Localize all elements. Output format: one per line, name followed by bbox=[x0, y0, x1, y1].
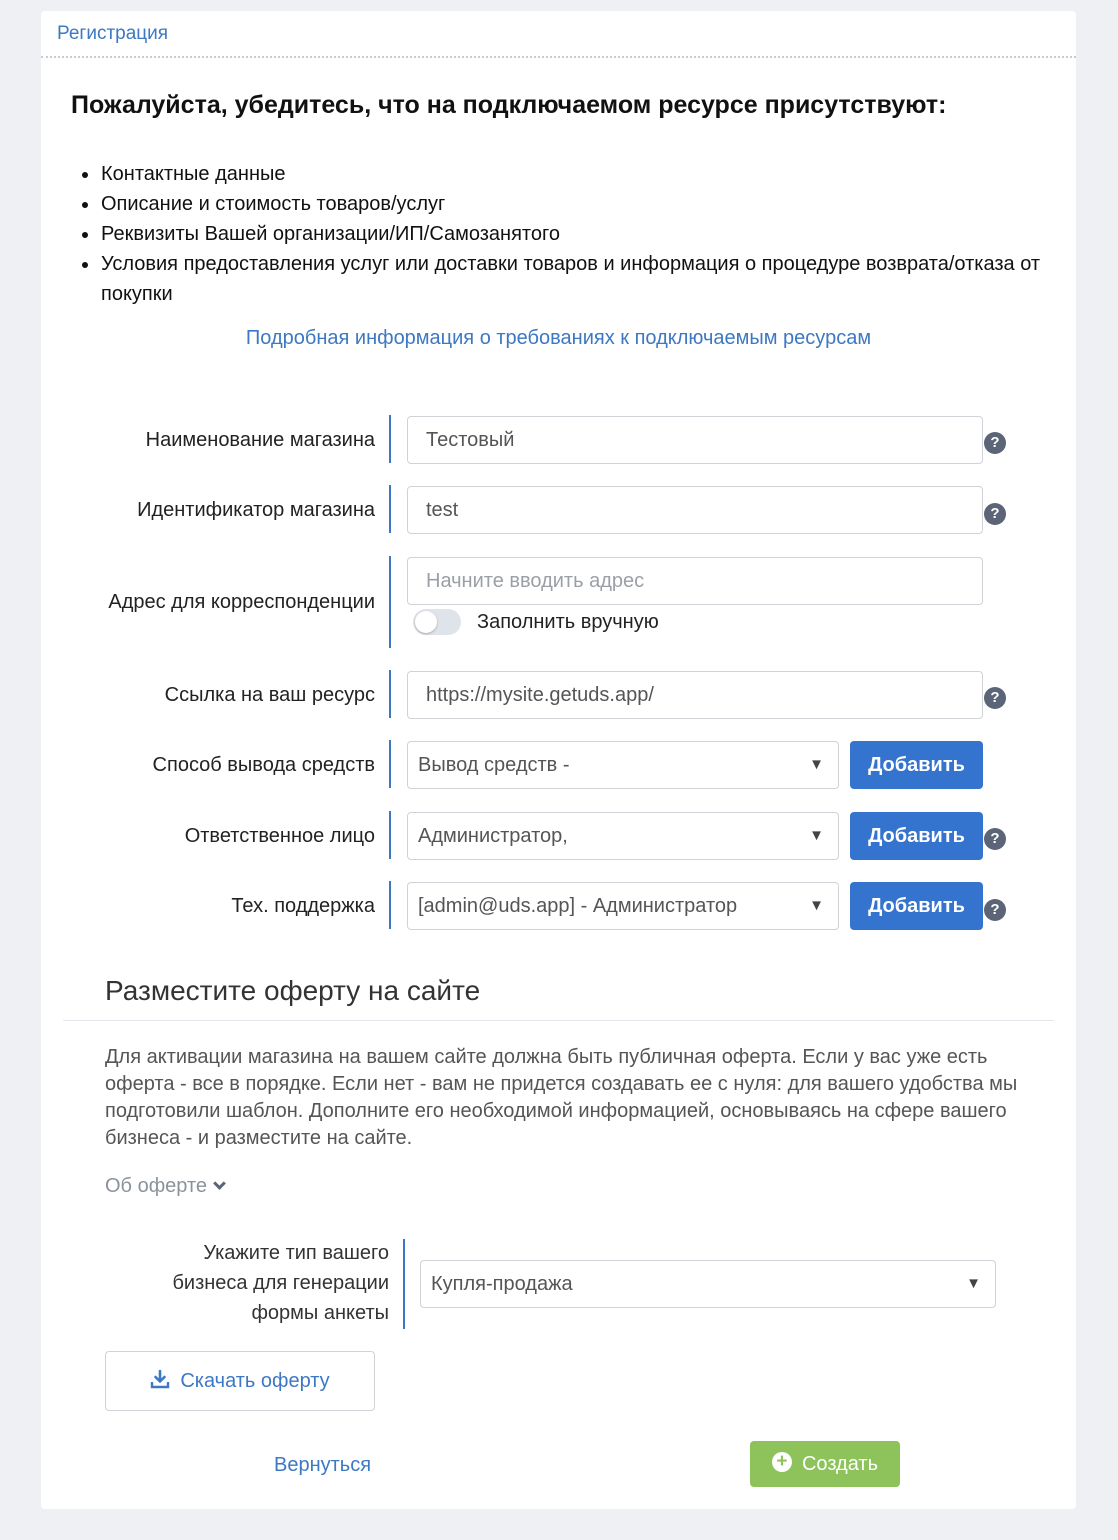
plus-circle-icon: + bbox=[772, 1452, 792, 1472]
address-input[interactable] bbox=[407, 557, 983, 605]
toggle-knob bbox=[415, 611, 437, 633]
field-divider bbox=[389, 415, 391, 463]
resource-link-label: Ссылка на ваш ресурс bbox=[164, 684, 375, 706]
support-select[interactable] bbox=[407, 882, 839, 930]
requirements-info-link[interactable]: Подробная информация о требованиях к подключаемым ресурсам bbox=[245, 327, 872, 349]
download-icon bbox=[150, 1369, 170, 1389]
store-name-input[interactable] bbox=[407, 416, 983, 464]
download-offer-button[interactable] bbox=[105, 1351, 375, 1411]
address-label: Адрес для корреспонденции bbox=[108, 591, 375, 613]
list-item: Описание и стоимость товаров/услуг bbox=[101, 189, 1041, 219]
withdrawal-selected-value: Вывод средств - bbox=[418, 754, 570, 776]
dropdown-arrow-icon: ▼ bbox=[809, 756, 824, 773]
field-divider bbox=[389, 811, 391, 859]
chevron-down-icon bbox=[213, 1177, 226, 1190]
field-divider bbox=[389, 670, 391, 718]
field-divider bbox=[389, 740, 391, 788]
card-title: Регистрация bbox=[57, 23, 169, 44]
requirements-list bbox=[101, 159, 1041, 309]
list-item: Условия предоставления услуг или доставки товаров и информация о процедуре возврата/отказа от покупки bbox=[101, 249, 1041, 309]
field-divider bbox=[389, 556, 391, 648]
registration-card bbox=[41, 11, 1076, 1509]
list-item: Контактные данные bbox=[101, 159, 1041, 189]
create-button[interactable] bbox=[750, 1441, 900, 1487]
offer-section-title: Разместите оферту на сайте bbox=[105, 975, 481, 1006]
withdrawal-label: Способ вывода средств bbox=[152, 754, 375, 776]
create-label: Создать bbox=[801, 1452, 878, 1475]
store-id-help-icon[interactable]: ? bbox=[984, 503, 1006, 525]
field-divider bbox=[403, 1239, 405, 1329]
responsible-selected-value: Администратор, bbox=[418, 825, 568, 847]
offer-description: Для активации магазина на вашем сайте должна быть публичная оферта. Если у вас уже есть оферта - все в порядке. Если нет - вам не придется создавать ее с нуля: для вашего удобства мы подготовили шаблон. Дополните его необходимой информацией, основываясь на сфере вашего бизнеса - и разместите на сайте. bbox=[105, 1046, 1018, 1149]
withdrawal-select[interactable] bbox=[407, 741, 839, 789]
add-withdrawal-button[interactable]: Добавить bbox=[850, 741, 983, 789]
about-offer-toggle[interactable] bbox=[105, 1175, 224, 1198]
support-help-icon[interactable]: ? bbox=[984, 899, 1006, 921]
store-name-label: Наименование магазина bbox=[145, 429, 375, 451]
support-label: Тех. поддержка bbox=[231, 895, 375, 917]
add-support-button[interactable]: Добавить bbox=[850, 882, 983, 930]
store-name-help-icon[interactable]: ? bbox=[984, 432, 1006, 454]
field-divider bbox=[389, 485, 391, 533]
responsible-label: Ответственное лицо bbox=[184, 825, 375, 847]
business-type-label: Укажите тип вашего бизнеса для генерации формы анкеты bbox=[172, 1242, 389, 1324]
field-divider bbox=[389, 881, 391, 929]
add-responsible-button[interactable]: Добавить bbox=[850, 812, 983, 860]
resource-link-input[interactable] bbox=[407, 671, 983, 719]
manual-address-toggle-label: Заполнить вручную bbox=[477, 611, 659, 633]
support-selected-value: [admin@uds.app] - Администратор bbox=[418, 895, 738, 917]
store-id-input[interactable] bbox=[407, 486, 983, 534]
dropdown-arrow-icon: ▼ bbox=[809, 897, 824, 914]
resource-link-help-icon[interactable]: ? bbox=[984, 687, 1006, 709]
dropdown-arrow-icon: ▼ bbox=[809, 827, 824, 844]
download-offer-label: Скачать оферту bbox=[180, 1370, 330, 1392]
business-type-selected-value: Купля-продажа bbox=[431, 1273, 573, 1295]
responsible-select[interactable] bbox=[407, 812, 839, 860]
about-offer-label: Об оферте bbox=[105, 1175, 208, 1197]
requirements-heading: Пожалуйста, убедитесь, что на подключаемом ресурсе присутствуют: bbox=[71, 91, 947, 119]
dropdown-arrow-icon: ▼ bbox=[966, 1275, 981, 1292]
title-divider bbox=[41, 56, 1076, 58]
section-divider bbox=[63, 1020, 1054, 1021]
manual-address-toggle[interactable] bbox=[413, 609, 461, 635]
back-link[interactable]: Вернуться bbox=[274, 1454, 372, 1476]
list-item: Реквизиты Вашей организации/ИП/Самозанятого bbox=[101, 219, 1041, 249]
business-type-select[interactable] bbox=[420, 1260, 996, 1308]
responsible-help-icon[interactable]: ? bbox=[984, 828, 1006, 850]
store-id-label: Идентификатор магазина bbox=[137, 499, 375, 521]
